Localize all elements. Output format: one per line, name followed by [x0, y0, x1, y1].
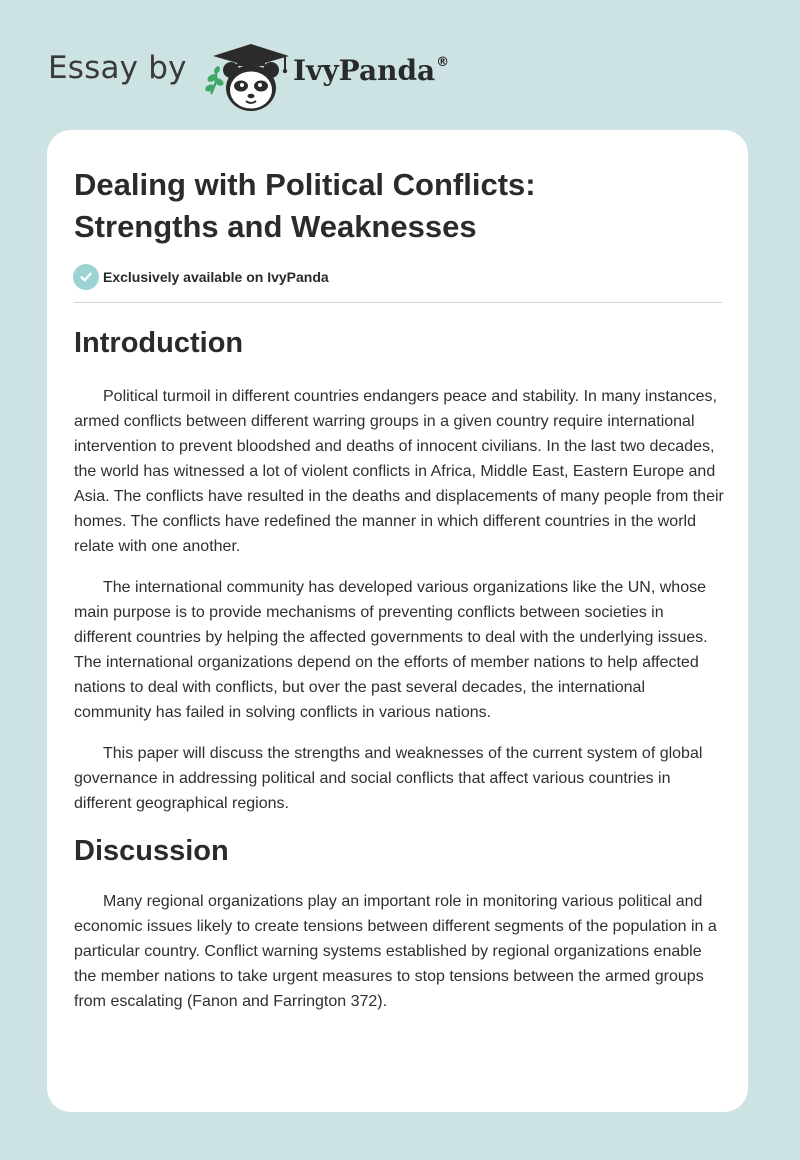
brand-name-text: IvyPanda — [293, 54, 436, 87]
checkmark-icon — [73, 264, 99, 290]
divider — [74, 302, 722, 303]
registered-mark: ® — [436, 55, 450, 70]
essay-body — [74, 320, 724, 1014]
page-title — [74, 164, 714, 248]
site-header — [48, 30, 748, 110]
brand-name[interactable] — [293, 54, 449, 87]
exclusive-badge-text: Exclusively available on IvyPanda — [103, 269, 329, 285]
title-line-1: Dealing with Political Conflicts: — [74, 167, 536, 202]
section-heading-introduction: Introduction — [74, 327, 244, 359]
paragraph: Many regional organizations play an important role in monitoring various political and economic issues likely to create tensions between different segments of the population in a particular country. Conflict warning systems established by regional organizations enable the member nations to take urgent measures to stop tensions between the armed groups from escalating (Fanon and Farrington 372). — [74, 893, 717, 1010]
essay-by-label: Essay by — [48, 50, 187, 86]
exclusive-badge — [73, 263, 329, 291]
panda-graduate-logo-icon[interactable] — [201, 36, 301, 116]
paragraph: This paper will discuss the strengths and weaknesses of the current system of global governance in addressing political and social conflicts that affect various countries in different geographical regions. — [74, 745, 703, 812]
title-line-2: Strengths and Weaknesses — [74, 209, 477, 244]
section-heading-discussion: Discussion — [74, 835, 229, 867]
paragraph: The international community has developed various organizations like the UN, whose main purpose is to provide mechanisms of preventing conflicts between societies in different countries by helping the affected governments to deal with the underlying issues. The international organizations depend on the efforts of member nations to help affected nations to deal with conflicts, but over the past several decades, the international community has failed in solving conflicts in various nations. — [74, 579, 708, 721]
paragraph: Political turmoil in different countries endangers peace and stability. In many instances, armed conflicts between different warring groups in a given country require international intervention to prevent bloodshed and deaths of innocent civilians. In the last two decades, the world has witnessed a lot of violent conflicts in Africa, Middle East, Eastern Europe and Asia. The conflicts have resulted in the deaths and displacements of many people from their homes. The conflicts have redefined the manner in which different countries in the world relate with one another. — [74, 388, 724, 555]
essay-card — [47, 130, 748, 1112]
